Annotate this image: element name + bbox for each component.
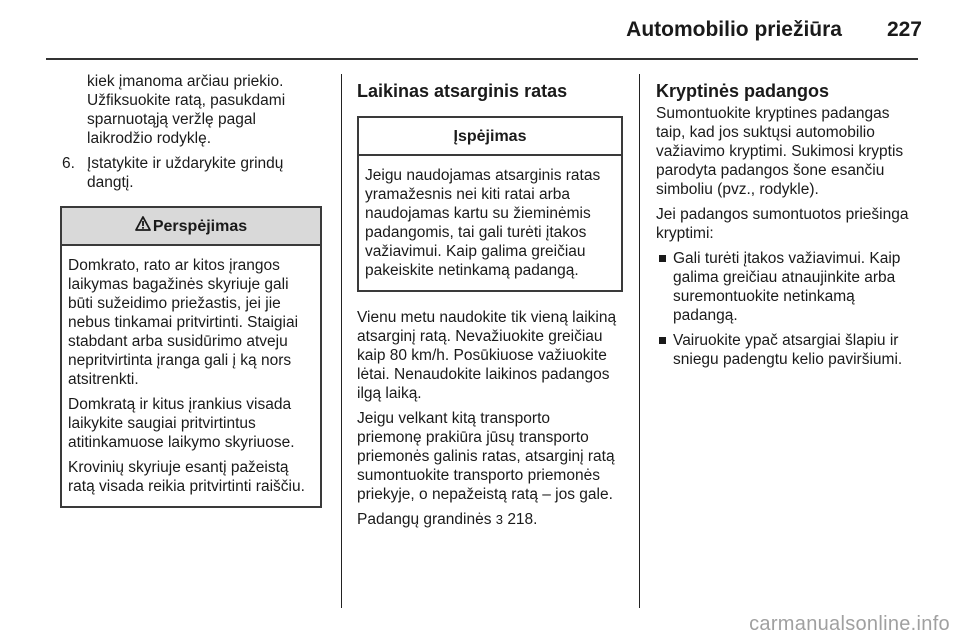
body-paragraph xyxy=(357,409,623,504)
step-6 xyxy=(60,154,322,192)
text-line: kryptimi: xyxy=(656,225,714,242)
text-line: sumontuokite transporto priemonės xyxy=(357,467,600,484)
text-line: sniegu padengtu kelio paviršiumi. xyxy=(673,351,903,368)
text-line: priemonės galinis ratas, atsarginį ratą xyxy=(357,448,615,465)
text-line: Domkrato, rato ar kitos įrangos xyxy=(68,257,280,274)
middle-column xyxy=(357,80,623,535)
warning-paragraph xyxy=(68,458,314,496)
section-heading-directional-tyres: Kryptinės padangos xyxy=(656,81,830,101)
text-line: priemonę prakiūra jūsų transporto xyxy=(357,429,589,446)
text-line: atsitrenkti. xyxy=(68,371,139,388)
text-line: galima greičiau atnaujinkite arba xyxy=(673,269,896,286)
text-line: parodyta padangos šone esančiu xyxy=(656,162,885,179)
text-line: atsarginį ratą. Nevažiuokite greičiau xyxy=(357,328,603,345)
text-line: Jeigu naudojamas atsarginis ratas xyxy=(365,167,601,184)
text-line: Vairuokite ypač atsargiai šlapiu ir xyxy=(673,332,899,349)
text-line: Vienu metu naudokite tik vieną laikiną xyxy=(357,309,617,326)
text-line: Domkratą ir kitus įrankius visada xyxy=(68,396,292,413)
right-column xyxy=(656,80,926,375)
left-column xyxy=(60,72,322,524)
warning-box-header xyxy=(62,208,320,246)
caution-title: Įspėjimas xyxy=(453,127,527,145)
bullet-square-icon xyxy=(659,255,666,262)
caution-paragraph xyxy=(365,166,615,280)
text-line: suremontuokite netinkamą xyxy=(673,288,855,305)
text-line: važiavimo kryptimi. Sukimosi kryptis xyxy=(656,143,904,160)
text-line: naudojamas kartu su žieminėmis xyxy=(365,205,591,222)
text-line: kiek įmanoma arčiau priekio. xyxy=(87,73,284,90)
text-line: Įstatykite ir uždarykite grindų xyxy=(87,155,284,172)
section-heading-spare-wheel: Laikinas atsarginis ratas xyxy=(357,81,568,101)
body-paragraph xyxy=(656,104,926,199)
watermark: carmanualsonline.info xyxy=(749,613,950,635)
warning-paragraph xyxy=(68,256,314,389)
text-line: laikykite saugiai pritvirtintus xyxy=(68,415,256,432)
text-line: Gali turėti įtakos važiavimui. Kaip xyxy=(673,250,901,267)
column-divider-left xyxy=(341,74,342,608)
step-number: 6. xyxy=(62,155,75,172)
text-line: Sumontuokite kryptines padangas xyxy=(656,105,890,122)
text-line: nepritvirtinta įranga gali į ką nors xyxy=(68,352,292,369)
text-line: laikymas bagažinės skyriuje gali xyxy=(68,276,289,293)
text-line: yramažesnis nei kiti ratai arba xyxy=(365,186,571,203)
text-line: taip, kad jos suktųsi automobilio xyxy=(656,124,875,141)
text-line: važiavimui. Kaip galima greičiau xyxy=(365,243,586,260)
text-line: būti sužeidimo priežastis, jei jie xyxy=(68,295,281,312)
text-line: pakeiskite netinkamą padangą. xyxy=(365,262,579,279)
reference-page-link[interactable]: 218. xyxy=(507,511,538,528)
text-line: padangomis, tai gali turėti įtakos xyxy=(365,224,587,241)
caution-box-header xyxy=(359,118,621,156)
bullet-square-icon xyxy=(659,337,666,344)
bullet-item xyxy=(656,331,926,369)
text-line: sparnuotąją veržlę pagal xyxy=(87,111,256,128)
cross-reference xyxy=(357,510,623,529)
body-paragraph xyxy=(357,308,623,403)
text-line: simboliu (pvz., rodykle). xyxy=(656,181,819,198)
text-line: kaip 80 km/h. Posūkiuose važiuokite xyxy=(357,347,607,364)
reference-text: Padangų grandinės xyxy=(357,511,492,528)
text-line: ratą visada reikia pritvirtinti raiščiu. xyxy=(68,478,305,495)
text-line: Užfiksuokite ratą, pasukdami xyxy=(87,92,286,109)
text-line: atitinkamuose laikymo skyriuose. xyxy=(68,434,295,451)
text-line: priekyje, o nepažeistą ratą – jos gale. xyxy=(357,486,613,503)
caution-box xyxy=(357,116,623,292)
warning-triangle-icon xyxy=(135,216,151,236)
reference-arrow-icon: 3 xyxy=(495,512,503,527)
column-divider-right xyxy=(639,74,640,608)
text-line: dangtį. xyxy=(87,174,134,191)
step-continuation xyxy=(60,72,322,148)
text-line: Jeigu velkant kitą transporto xyxy=(357,410,550,427)
text-line: padangą. xyxy=(673,307,738,324)
header-rule xyxy=(46,58,918,60)
text-line: nebus tinkamai pritvirtinti. Staigiai xyxy=(68,314,299,331)
page-title: Automobilio priežiūra xyxy=(626,18,842,41)
bullet-item xyxy=(656,249,926,325)
text-line: lėtai. Nenaudokite laikinos padangos xyxy=(357,366,610,383)
page-number: 227 xyxy=(886,18,922,41)
text-line: laikrodžio rodyklę. xyxy=(87,130,212,147)
text-line: ilgą laiką. xyxy=(357,385,422,402)
text-line: stabdant arba susidūrimo atveju xyxy=(68,333,288,350)
text-line: Jei padangos sumontuotos priešinga xyxy=(656,206,909,223)
warning-paragraph xyxy=(68,395,314,452)
text-line: Krovinių skyriuje esantį pažeistą xyxy=(68,459,289,476)
body-paragraph xyxy=(656,205,926,243)
warning-box xyxy=(60,206,322,508)
warning-title: Perspėjimas xyxy=(152,217,248,235)
caution-box-body xyxy=(359,156,621,290)
warning-box-body xyxy=(62,246,320,506)
